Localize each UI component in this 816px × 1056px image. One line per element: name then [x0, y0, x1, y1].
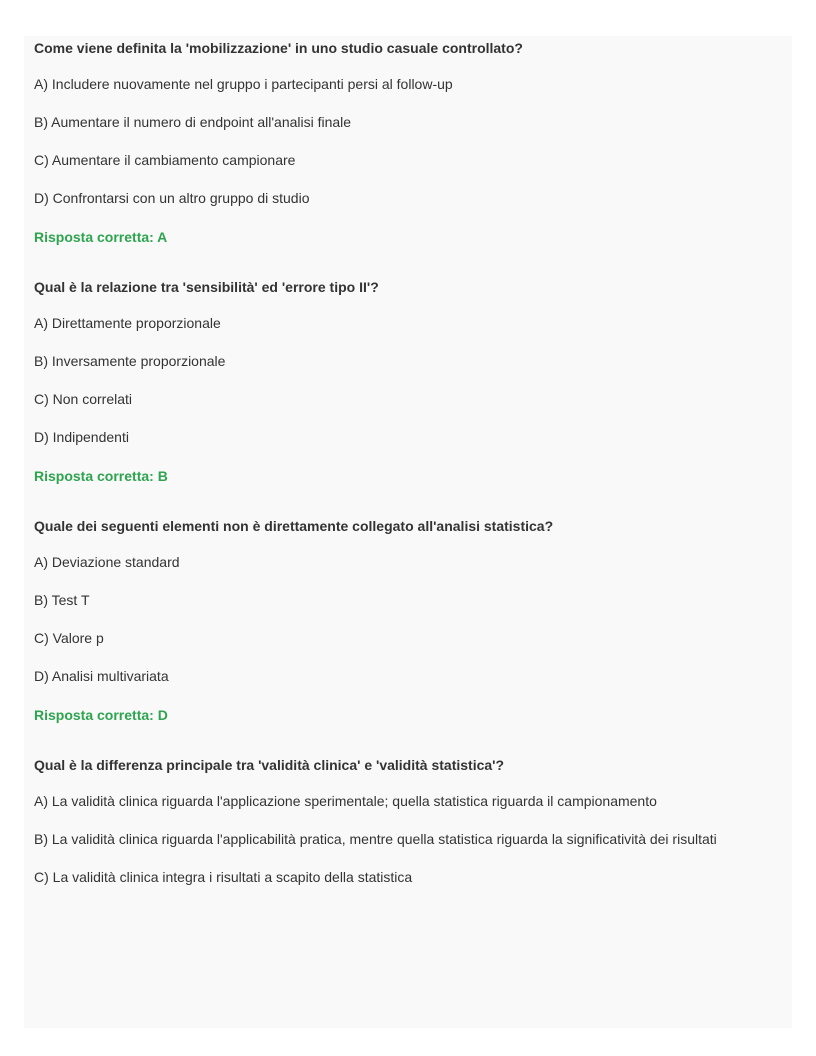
option-b: B) Aumentare il numero di endpoint all'analisi finale — [34, 114, 352, 130]
question-3 — [34, 517, 782, 724]
option-c: C) La validità clinica integra i risultati a scapito della statistica — [34, 869, 413, 885]
option-c: C) Non correlati — [34, 391, 133, 407]
question-title: Qual è la differenza principale tra 'validità clinica' e 'validità statistica'? — [34, 757, 505, 773]
correct-answer: Risposta corretta: A — [34, 229, 168, 245]
option-d: D) Confrontarsi con un altro gruppo di studio — [34, 190, 310, 206]
option-a: A) Direttamente proporzionale — [34, 315, 221, 331]
option-a: A) Deviazione standard — [34, 554, 180, 570]
question-title: Come viene definita la 'mobilizzazione' in uno studio casuale controllato? — [34, 40, 523, 56]
quiz-panel — [24, 36, 792, 1028]
question-title: Quale dei seguenti elementi non è direttamente collegato all'analisi statistica? — [34, 518, 554, 534]
option-a: A) Includere nuovamente nel gruppo i partecipanti persi al follow-up — [34, 76, 453, 92]
question-2 — [34, 278, 782, 485]
question-4 — [34, 756, 782, 888]
option-c: C) Valore p — [34, 630, 104, 646]
option-a: A) La validità clinica riguarda l'applicazione sperimentale; quella statistica riguarda il campionamento — [34, 793, 657, 809]
option-b: B) La validità clinica riguarda l'applicabilità pratica, mentre quella statistica riguarda la significatività dei risultati — [34, 831, 717, 847]
option-d: D) Analisi multivariata — [34, 668, 169, 684]
option-b: B) Test T — [34, 592, 90, 608]
option-c: C) Aumentare il cambiamento campionare — [34, 152, 296, 168]
question-1 — [34, 39, 782, 246]
option-d: D) Indipendenti — [34, 429, 129, 445]
question-title: Qual è la relazione tra 'sensibilità' ed 'errore tipo II'? — [34, 279, 379, 295]
correct-answer: Risposta corretta: B — [34, 468, 168, 484]
option-b: B) Inversamente proporzionale — [34, 353, 226, 369]
correct-answer: Risposta corretta: D — [34, 707, 168, 723]
